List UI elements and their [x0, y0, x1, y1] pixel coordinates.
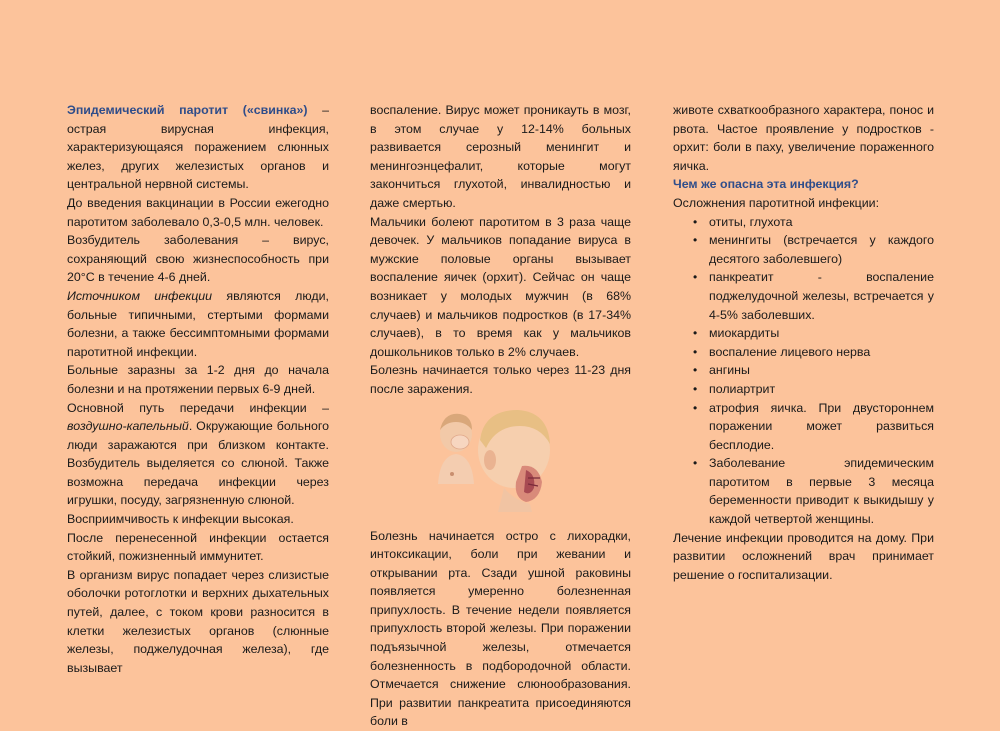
- list-item: • менингиты (встречается у каждого десятого заболевшего): [673, 231, 934, 268]
- illustration: [370, 404, 631, 514]
- complications-list: [673, 213, 934, 529]
- bullet-icon: •: [693, 380, 697, 399]
- bullet-icon: •: [693, 231, 697, 250]
- bullet-icon: •: [693, 399, 697, 418]
- paragraph-pathogenesis: В организм вирус попадает через слизистые оболочки ротоглотки и верхних дыхательных путей, далее, с током крови разносится в клетки железистых органов (слюнные железы, поджелудочная железа), где вызывает: [67, 566, 329, 678]
- transmission-term: воздушно-капельный: [67, 419, 189, 433]
- bullet-icon: •: [693, 343, 697, 362]
- bullet-icon: •: [693, 361, 697, 380]
- source-text: являются люди, больные типичными, стертыми формами болезни, а также бессимптомными формами паротитной инфекции.: [67, 289, 329, 359]
- list-item: • Заболевание эпидемическим паротитом в первые 3 месяца беременности приводит к выкидышу у каждой четвертой женщины.: [673, 454, 934, 528]
- bullet-icon: •: [693, 324, 697, 343]
- list-item: • полиартрит: [673, 380, 934, 399]
- section-heading-danger: Чем же опасна эта инфекция?: [673, 175, 934, 194]
- paragraph-vaccination: До введения вакцинации в России ежегодно паротитом заболевало 0,3-0,5 млн. человек.: [67, 194, 329, 231]
- transmission-head: Основной путь передачи инфекции –: [67, 401, 329, 415]
- list-item: • атрофия яичка. При двустороннем поражении может развиться бесплодие.: [673, 399, 934, 455]
- bullet-icon: •: [693, 268, 697, 287]
- paragraph-incubation: Болезнь начинается только через 11-23 дня после заражения.: [370, 361, 631, 398]
- paragraph-susceptibility: Восприимчивость к инфекции высокая.: [67, 510, 329, 529]
- column-right: [673, 101, 934, 584]
- paragraph-source: [67, 287, 329, 361]
- paragraph-symptoms-cont: животе схваткообразного характера, понос и рвота. Частое проявление у подростков - орхит: боли в паху, увеличение пораженного яичка.: [673, 101, 934, 175]
- intro-text: – острая вирусная инфекция, характеризующаяся поражением слюнных желез, других железистых органов и центральной нервной системы.: [67, 103, 329, 191]
- transmission-text: . Окружающие больного люди заражаются при близком контакте. Возбудитель выделяется со слюной. Также возможна передача инфекции через игрушки, посуду, загрязненную слюной.: [67, 419, 329, 507]
- paragraph-transmission: [67, 399, 329, 511]
- list-item: • отиты, глухота: [673, 213, 934, 232]
- bullet-icon: •: [693, 213, 697, 232]
- list-item: • ангины: [673, 361, 934, 380]
- intro-paragraph: [67, 101, 329, 194]
- paragraph-complications-brain: воспаление. Вирус может проникауть в мозг, в этом случае у 12-14% больных развивается серозный менингит и менингоэнцефалит, которые могут закончиться глухотой, инвалидностью и даже смертью.: [370, 101, 631, 213]
- complications-intro: Осложнения паротитной инфекции:: [673, 194, 934, 213]
- column-left: [67, 101, 329, 677]
- paragraph-pathogen: Возбудитель заболевания – вирус, сохраняющий свою жизнеспособность при 20°С в течение 4-6 дней.: [67, 231, 329, 287]
- list-item: • панкреатит - воспаление поджелудочной железы, встречается у 4-5% заболевших.: [673, 268, 934, 324]
- document-title: Эпидемический паротит («свинка»): [67, 103, 307, 117]
- list-item: • миокардиты: [673, 324, 934, 343]
- paragraph-contagious: Больные заразны за 1-2 дня до начала болезни и на протяжении первых 6-9 дней.: [67, 361, 329, 398]
- column-middle: [370, 101, 631, 731]
- paragraph-treatment: Лечение инфекции проводится на дому. При развитии осложнений врач принимает решение о госпитализации.: [673, 529, 934, 585]
- paragraph-symptoms: Болезнь начинается остро с лихорадки, интоксикации, боли при жевании и открывании рта. Сзади ушной раковины появляется умеренно болезненная припухлость. В течение недели появляется припухлость второй железы. При поражении подъязычной железы, отмечается болезненность в подбородочной области. Отмечается снижение слюнообразования. При развитии панкреатита присоединяются боли в: [370, 527, 631, 731]
- bullet-icon: •: [693, 454, 697, 473]
- list-item: • воспаление лицевого нерва: [673, 343, 934, 362]
- paragraph-immunity: После перенесенной инфекции остается стойкий, пожизненный иммунитет.: [67, 529, 329, 566]
- paragraph-boys: Мальчики болеют паротитом в 3 раза чаще девочек. У мальчиков попадание вируса в мужские половые органы вызывает воспаление яичек (орхит). Сейчас он чаще возникает у молодых мужчин (в 68% случаев) и мальчиков подростков (в 17-34% случаев), в то время как у мальчиков дошкольников только в 2% случаев.: [370, 213, 631, 362]
- source-term: Источником инфекции: [67, 289, 212, 303]
- mumps-illustration-image: [430, 404, 554, 512]
